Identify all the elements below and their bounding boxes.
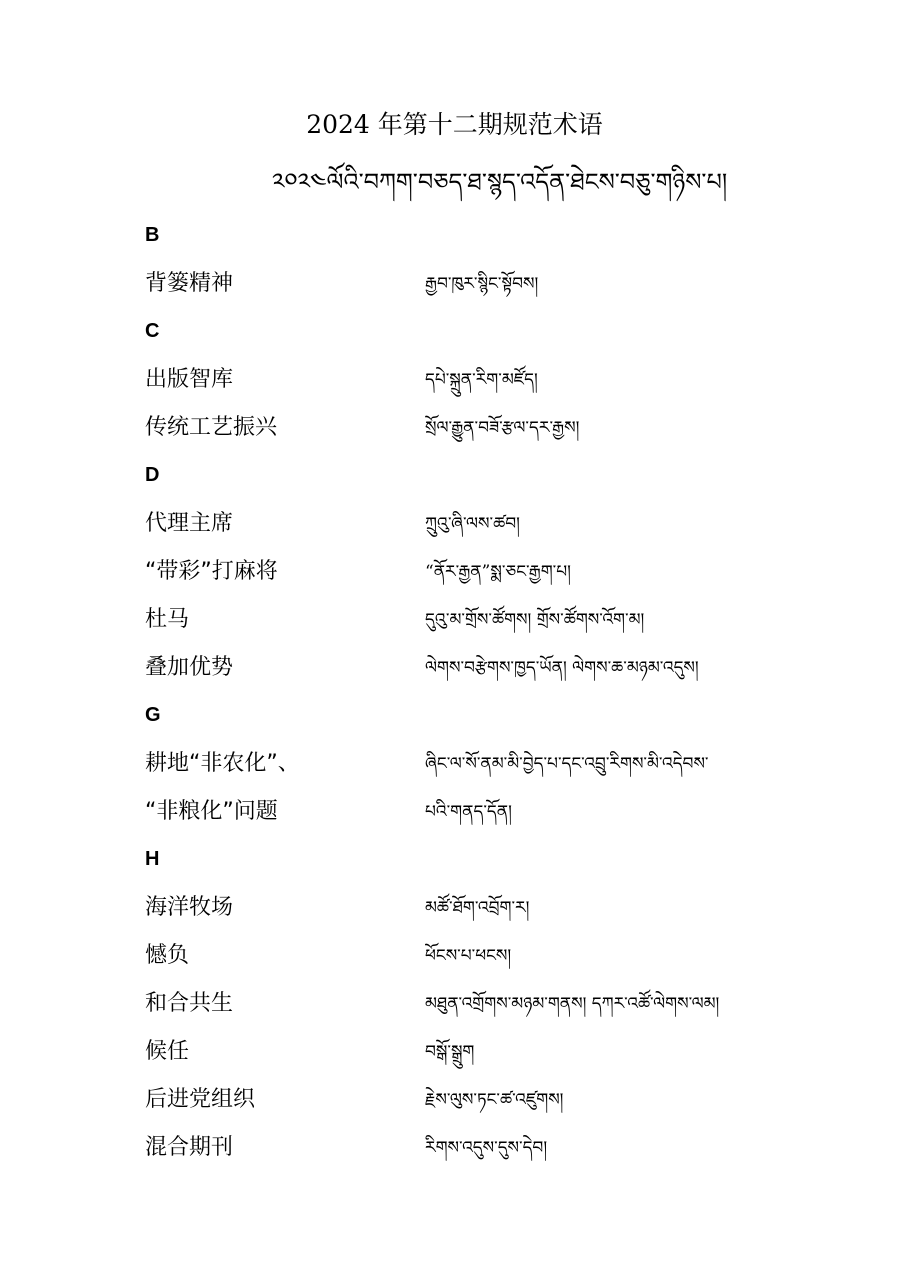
term-tibetan: ལེགས་བརྩེགས་ཁྱད་ཡོན། ལེགས་ཆ་མཉམ་འདུས། [425,658,699,678]
term-row [145,936,845,984]
term-row [145,1080,845,1128]
section-letter: G [145,704,161,726]
term-tibetan: ཀྲུའུ་ཞི་ལས་ཚབ། [425,514,520,534]
term-row [145,1128,845,1176]
term-chinese: “带彩”打麻将 [145,559,278,584]
term-row [145,984,845,1032]
term-row [145,888,845,936]
term-chinese: 叠加优势 [145,655,234,680]
term-tibetan: མཚོ་ཐོག་འབྲོག་ར། [425,898,530,918]
term-chinese: 出版智库 [145,367,234,392]
term-tibetan: པའི་གནད་དོན། [425,802,512,822]
term-chinese: 候任 [145,1039,190,1064]
term-row [145,744,845,792]
term-tibetan: རིགས་འདུས་དུས་དེབ། [425,1138,548,1158]
term-tibetan: རྗེས་ལུས་ཏང་ཚ་འཛུགས། [425,1090,564,1110]
term-chinese: 混合期刊 [145,1135,234,1160]
term-row [145,552,845,600]
term-row [145,648,845,696]
term-chinese: 耕地“非农化”、 [145,751,300,776]
term-row [145,504,845,552]
term-row [145,264,845,312]
term-chinese: 传统工艺振兴 [145,415,278,440]
term-tibetan: རྒྱབ་ཁུར་སྙིང་སྟོབས། [425,274,539,294]
term-chinese: 背篓精神 [145,271,234,296]
term-list [145,216,845,1176]
section-letter: B [145,224,160,246]
term-row [145,1032,845,1080]
page-title: 2024 年第十二期规范术语 [306,110,603,139]
term-chinese: 和合共生 [145,991,234,1016]
term-tibetan: “ནོར་རྒྱན”སྨ་ཅང་རྒྱག་པ། [425,562,571,582]
section-letter: D [145,464,160,486]
term-tibetan: བསྒོ་སྒྲུག [425,1042,475,1062]
term-tibetan: སྲོལ་རྒྱུན་བཟོ་རྩལ་དར་རྒྱས། [425,418,580,438]
term-row [145,600,845,648]
term-chinese: 憾负 [145,943,190,968]
term-tibetan: ཞིང་ལ་སོ་ནམ་མི་བྱེད་པ་དང་འབྲུ་རིགས་མི་འདེབས་ [425,754,709,774]
term-row [145,792,845,840]
term-tibetan: དཔེ་སྐྲུན་རིག་མཛོད། [425,370,538,390]
term-chinese: 杜马 [145,607,190,632]
term-tibetan: མཐུན་འགྲོགས་མཉམ་གནས། དཀར་འཚོ་ལེགས་ལམ། [425,994,720,1014]
term-tibetan: དུའུ་མ་གྲོས་ཚོགས། གྲོས་ཚོགས་འོག་མ། [425,610,645,630]
term-chinese: “非粮化”问题 [145,799,278,824]
term-row [145,360,845,408]
term-chinese: 后进党组织 [145,1087,256,1112]
term-row [145,408,845,456]
term-chinese: 海洋牧场 [145,895,234,920]
page-subtitle-tibetan: ༢༠༢༤ལོའི་བཀག་བཅད་ཐ་སྙད་འདོན་ཐེངས་བཅུ་གཉིས་པ། [272,168,728,196]
term-chinese: 代理主席 [145,511,234,536]
term-tibetan: ཕོངས་པ་ཕངས། [425,946,512,966]
section-letter: H [145,848,160,870]
section-letter: C [145,320,160,342]
